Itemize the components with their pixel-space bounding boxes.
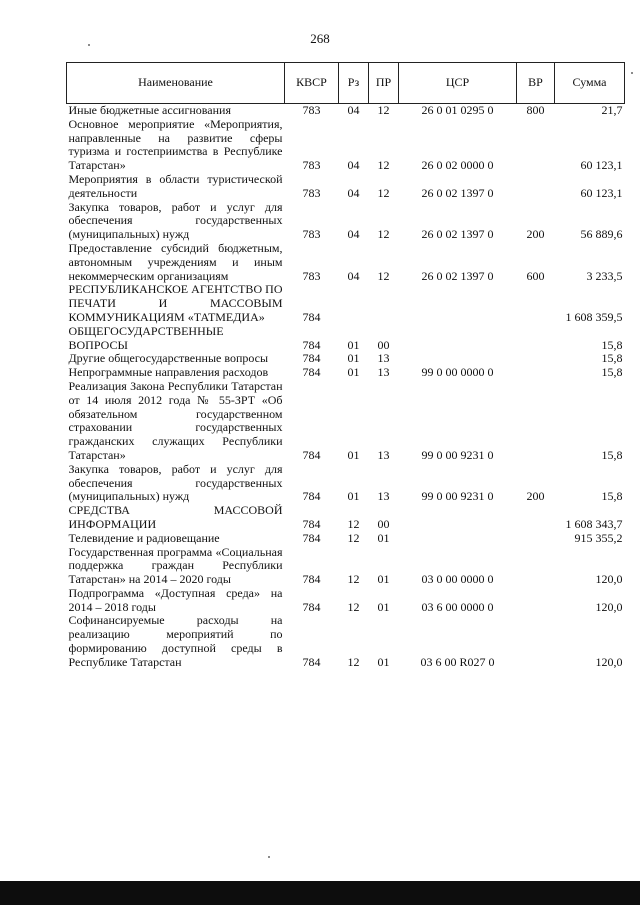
cell-pr: 13 [377,447,390,462]
cell-pr: 12 [377,185,390,200]
page-number: 268 [310,31,330,46]
table-row [67,504,625,532]
table-row [67,118,625,173]
cell-vr [517,118,555,173]
cell-csr [399,504,517,532]
cell-pr: 12 [377,268,390,283]
cell-sum: 15,8 [601,447,623,462]
cell-kvsr: 784 [302,572,321,587]
cell-csr: 99 0 00 0000 0 [421,365,494,380]
cell-sum: 120,0 [595,572,623,587]
cell-rz: 12 [347,572,360,587]
cell-rz: 01 [347,489,360,504]
table-row [67,380,625,463]
table-header-row [67,63,625,104]
cell-csr: 26 0 02 1397 0 [421,227,494,242]
table-body [67,104,625,670]
cell-name: Предоставление субсидий бюджетным, автономным учреждениям и иным некоммерческим организациям [68,240,283,283]
cell-vr [517,173,555,201]
table-row [67,532,625,546]
cell-name: РЕСПУБЛИКАНСКОЕ АГЕНТСТВО ПО ПЕЧАТИ И МАССОВЫМ КОММУНИКАЦИЯМ «ТАТМЕДИА» [68,282,283,324]
cell-name: ОБЩЕГОСУДАРСТВЕННЫЕ ВОПРОСЫ [68,323,224,352]
cell-kvsr: 784 [302,351,321,366]
cell-vr [517,352,555,366]
cell-sum: 1 608 359,5 [565,309,623,324]
cell-rz: 01 [347,337,360,352]
scan-bottom-edge [0,881,640,905]
cell-kvsr: 784 [302,599,321,614]
cell-csr: 26 0 02 1397 0 [421,268,494,283]
cell-vr [517,325,555,353]
cell-rz: 12 [347,599,360,614]
cell-kvsr: 784 [302,516,321,531]
cell-name: Закупка товаров, работ и услуг для обеспечения государственных (муниципальных) нужд [68,461,283,504]
cell-kvsr: 784 [302,489,321,504]
cell-name: Телевидение и радиовещание [68,530,220,545]
cell-kvsr: 784 [302,654,321,669]
cell-sum: 915 355,2 [574,530,623,545]
cell-vr [517,614,555,669]
scan-speck [88,44,90,46]
cell-sum: 60 123,1 [580,185,623,200]
cell-pr: 13 [377,489,390,504]
cell-sum: 15,8 [601,351,623,366]
cell-csr: 03 0 00 0000 0 [421,572,494,587]
cell-pr: 01 [377,654,390,669]
cell-name: Подпрограмма «Доступная среда» на 2014 – 2018 годы [68,585,283,614]
table-row [67,242,625,283]
cell-sum: 3 233,5 [586,268,623,283]
cell-vr: 200 [526,489,545,504]
cell-sum: 56 889,6 [580,227,623,242]
cell-name: Основное мероприятие «Мероприятия, направленные на развитие сферы туризма и гостеприимства в Республике Татарстан» [68,116,283,173]
table-row [67,546,625,587]
table-row [67,587,625,615]
cell-rz: 04 [347,185,360,200]
cell-pr: 13 [377,351,390,366]
cell-rz: 01 [347,365,360,380]
column-header-vr: ВР [517,63,555,104]
cell-pr: 12 [377,227,390,242]
cell-pr: 13 [377,365,390,380]
column-header-name: Наименование [67,63,285,104]
cell-kvsr: 783 [302,227,321,242]
cell-sum: 21,7 [601,103,623,117]
cell-pr: 12 [377,103,390,117]
cell-name: СРЕДСТВА МАССОВОЙ ИНФОРМАЦИИ [68,503,283,531]
cell-csr [399,532,517,546]
cell-vr [517,504,555,532]
cell-sum: 15,8 [601,337,623,352]
table-row [67,325,625,353]
cell-vr: 800 [526,103,545,117]
table-row [67,352,625,366]
cell-csr: 03 6 00 R027 0 [420,654,495,669]
budget-table [66,62,625,670]
cell-rz: 12 [347,654,360,669]
table-row [67,463,625,504]
cell-kvsr: 783 [302,103,321,117]
cell-vr [517,546,555,587]
cell-vr [517,283,555,324]
cell-vr: 200 [526,227,545,242]
table-row [67,201,625,242]
cell-sum: 60 123,1 [580,158,623,173]
cell-pr [369,283,399,324]
cell-kvsr: 784 [302,309,321,324]
cell-name: Мероприятия в области туристической деятельности [68,171,283,200]
cell-csr: 99 0 00 9231 0 [421,447,494,462]
table-row [67,104,625,118]
cell-sum: 120,0 [595,654,623,669]
column-header-rz: Рз [339,63,369,104]
cell-kvsr: 783 [302,158,321,173]
cell-rz: 04 [347,227,360,242]
cell-kvsr: 784 [302,530,321,545]
cell-csr: 26 0 01 0295 0 [421,103,494,117]
column-header-sum: Сумма [555,63,625,104]
table-row [67,173,625,201]
cell-pr: 01 [377,572,390,587]
cell-sum: 15,8 [601,489,623,504]
cell-rz: 12 [347,530,360,545]
column-header-csr: ЦСР [399,63,517,104]
cell-pr: 00 [377,337,390,352]
cell-name: Реализация Закона Республики Татарстан от 14 июля 2012 года № 55-ЗРТ «Об обязательном государственном страховании государственных гражданских служащих Республики Татарстан» [68,378,283,462]
cell-csr: 03 6 00 0000 0 [421,599,494,614]
table-row [67,614,625,669]
cell-sum: 1 608 343,7 [565,516,623,531]
table-row [67,283,625,324]
cell-kvsr: 784 [302,337,321,352]
cell-rz: 04 [347,268,360,283]
cell-vr [517,587,555,615]
cell-kvsr: 783 [302,268,321,283]
cell-vr [517,380,555,463]
cell-rz [339,283,369,324]
cell-pr: 00 [377,516,390,531]
cell-rz: 01 [347,351,360,366]
cell-pr: 12 [377,158,390,173]
cell-name: Иные бюджетные ассигнования [68,103,231,117]
cell-csr: 26 0 02 1397 0 [421,185,494,200]
cell-pr: 01 [377,599,390,614]
column-header-kvsr: КВСР [285,63,339,104]
scan-speck [631,72,633,74]
cell-csr: 26 0 02 0000 0 [421,158,494,173]
cell-name: Государственная программа «Социальная поддержка граждан Республики Татарстан» на 2014 – 2020 годы [68,544,283,587]
cell-sum: 120,0 [595,599,623,614]
cell-rz: 12 [347,516,360,531]
cell-rz: 01 [347,447,360,462]
cell-rz: 04 [347,103,360,117]
table-row [67,366,625,380]
cell-name: Софинансируемые расходы на реализацию мероприятий по формированию доступной среды в Республике Татарстан [68,613,283,669]
cell-vr [517,532,555,546]
cell-kvsr: 783 [302,185,321,200]
cell-csr [399,283,517,324]
cell-csr [399,352,517,366]
cell-rz: 04 [347,158,360,173]
cell-csr [399,325,517,353]
cell-sum: 15,8 [601,365,623,380]
cell-kvsr: 784 [302,447,321,462]
scan-speck [268,856,270,858]
cell-vr: 600 [526,268,545,283]
column-header-pr: ПР [369,63,399,104]
cell-csr: 99 0 00 9231 0 [421,489,494,504]
cell-kvsr: 784 [302,365,321,380]
cell-name: Другие общегосударственные вопросы [68,351,269,366]
cell-pr: 01 [377,530,390,545]
cell-vr [517,366,555,380]
cell-name: Непрограммные направления расходов [68,365,269,380]
cell-name: Закупка товаров, работ и услуг для обеспечения государственных (муниципальных) нужд [68,199,283,242]
